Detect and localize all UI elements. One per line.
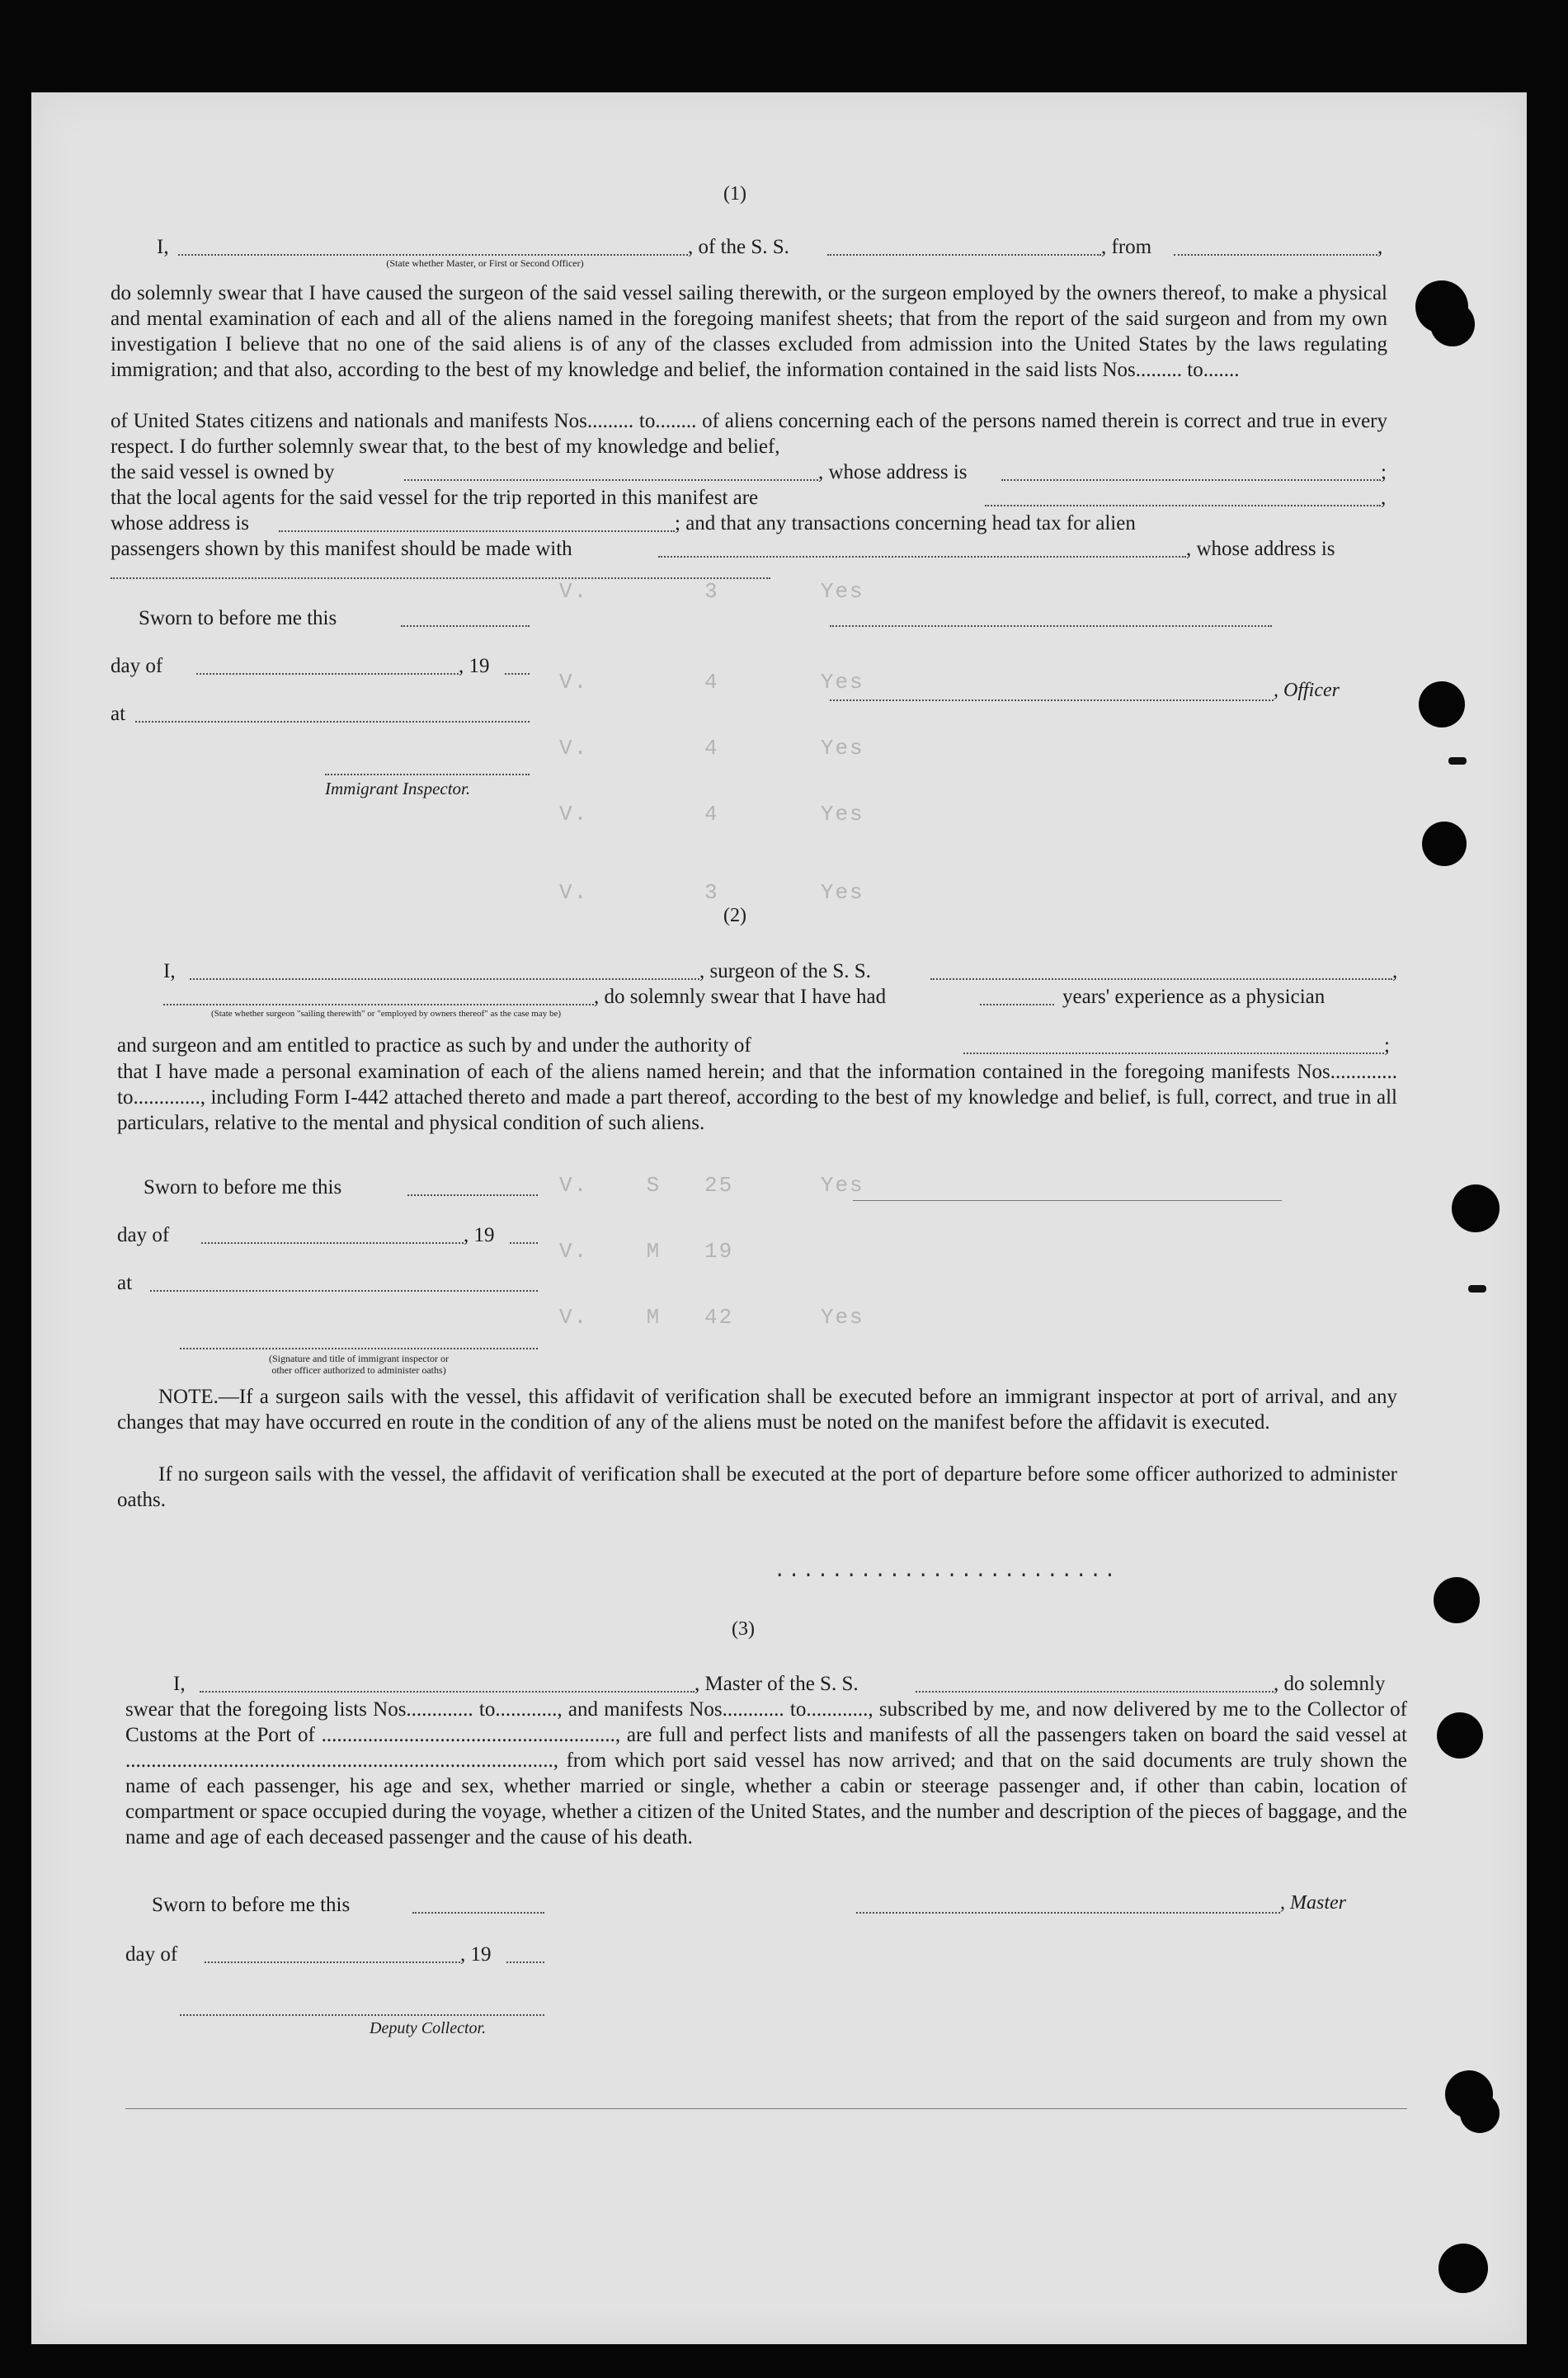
s3-sworn: Sworn to before me this xyxy=(152,1894,351,1916)
s2-years-label: years' experience as a physician xyxy=(1062,986,1326,1008)
s3-collector-signature xyxy=(180,2014,544,2016)
bleed-through: V. 3 Yes xyxy=(559,579,864,604)
s2-at: at xyxy=(117,1272,133,1294)
s1-tax-address-blank xyxy=(111,577,770,579)
punch-hole xyxy=(1434,1577,1480,1623)
s2-solemnly: , do solemnly swear that I have had xyxy=(594,986,887,1008)
bleed-through: V. 4 Yes xyxy=(559,670,864,695)
s2-sigcap-1: (Signature and title of immigrant inspector or xyxy=(269,1353,449,1364)
s2-day-of: day of xyxy=(117,1224,170,1246)
s2-sigcap-2: other officer authorized to administer oaths) xyxy=(271,1364,446,1376)
s1-agents-blank xyxy=(985,505,1381,506)
s3-solemnly: , do solemnly xyxy=(1274,1673,1386,1695)
typed-filler-line: ........................ xyxy=(774,1561,1118,1583)
s1-sworn: Sworn to before me this xyxy=(139,607,337,629)
s2-semicolon: ; xyxy=(1384,1034,1390,1057)
s1-from: , from xyxy=(1101,236,1152,258)
s1-whose-label: whose address is xyxy=(111,512,250,534)
section-1-number: (1) xyxy=(723,183,746,205)
s1-owned-label: the said vessel is owned by xyxy=(111,461,335,483)
punch-hole xyxy=(1419,681,1465,728)
s1-owned-address: , whose address is xyxy=(818,461,968,483)
s1-passengers-label: passengers shown by this manifest should be made with xyxy=(111,538,572,560)
s1-i: I, xyxy=(157,236,169,258)
s1-inspector-signature xyxy=(325,774,530,775)
s2-signature-line xyxy=(853,1200,1282,1201)
s2-paragraph: that I have made a personal examination of each of the aliens named herein; and that the information contained in the foregoing manifests Nos............. to............., including Form I-442 attached thereto and made a part thereof, according to the best of my knowledge and belief, is full, correct, and true in all particulars, relative to the mental and physical condition of such aliens. xyxy=(117,1061,1397,1134)
s1-vessel-blank xyxy=(827,254,1101,256)
s2-day-blank xyxy=(201,1242,464,1244)
s1-inspector-label: Immigrant Inspector. xyxy=(325,779,471,798)
s3-collector-label: Deputy Collector. xyxy=(370,2019,487,2037)
s1-head-tax: ; and that any transactions concerning head tax for alien xyxy=(675,512,1136,534)
s3-vessel-blank xyxy=(916,1691,1274,1693)
s3-i: I, xyxy=(173,1673,186,1695)
punch-hole xyxy=(1422,822,1467,866)
s3-name-blank xyxy=(200,1691,695,1693)
s1-nineteen: , 19 xyxy=(459,655,490,677)
punch-mark xyxy=(1468,1285,1486,1293)
s1-day-blank xyxy=(196,673,459,675)
s2-sworn-blank xyxy=(407,1194,538,1196)
manifest-page xyxy=(31,92,1527,2344)
s3-year-blank xyxy=(506,1961,544,1963)
s2-year-blank xyxy=(510,1242,538,1244)
s1-agents-label: that the local agents for the said vessel for the trip reported in this manifest are xyxy=(111,487,759,509)
s1-paragraph-2: of United States citizens and nationals and manifests Nos......... to........ of aliens concerning each of the persons named therein is correct and true in every respect. I do further solemnly swear that, to the best of my knowledge and belief, xyxy=(111,410,1387,458)
s3-nineteen: , 19 xyxy=(460,1943,492,1966)
bleed-through: V. 4 Yes xyxy=(559,736,864,760)
s1-owner-address-blank xyxy=(1001,479,1381,481)
bottom-rule xyxy=(125,2108,1407,2109)
s1-year-blank xyxy=(505,673,530,675)
s1-officer-blank xyxy=(830,699,1274,701)
punch-hole xyxy=(1452,1184,1500,1232)
s2-vessel-blank xyxy=(930,978,1392,980)
punch-mark xyxy=(1448,757,1467,765)
s2-note: NOTE.—If a surgeon sails with the vessel, this affidavit of verification shall be executed before an immigrant inspector at port of arrival, and any changes that may have occurred en route in the condition of any of the aliens must be noted on the manifest before the affidavit is executed. xyxy=(117,1386,1397,1434)
s2-i: I, xyxy=(163,960,176,982)
s1-whose-address: , whose address is xyxy=(1186,538,1335,560)
s1-at: at xyxy=(111,703,126,725)
s2-surgeon-of: , surgeon of the S. S. xyxy=(699,960,871,982)
s2-at-blank xyxy=(150,1290,538,1292)
s3-day-blank xyxy=(205,1961,460,1963)
s1-paragraph-1: do solemnly swear that I have caused the surgeon of the said vessel sailing therewith, or the surgeon employed by the owners thereof, to make a physical and mental examination of each and all of the aliens named in the foregoing manifest sheets; that from the report of the said surgeon and from my own investigation I believe that no one of the said aliens is of any of the classes excluded from admission into the United States by the laws regulating immigration; and that also, according to the best of my knowledge and belief, the information contained in the said lists Nos......... to....... xyxy=(111,282,1387,381)
s3-master-signature xyxy=(856,1912,1280,1914)
s1-tax-contact-blank xyxy=(658,556,1186,558)
s2-nineteen: , 19 xyxy=(464,1224,495,1246)
s1-of-ss: , of the S. S. xyxy=(688,236,789,258)
s2-caption: (State whether surgeon "sailing therewith" or "employed by owners thereof" as the case may be) xyxy=(210,1009,561,1019)
s2-name-blank xyxy=(190,978,699,980)
section-2-number: (2) xyxy=(723,905,746,926)
bleed-through: V. 4 Yes xyxy=(559,802,864,826)
s1-officer-signature-blank xyxy=(830,625,1272,627)
punch-hole xyxy=(1460,2093,1500,2133)
s3-master-of: , Master of the S. S. xyxy=(695,1673,859,1695)
s1-owner-blank xyxy=(404,479,818,481)
punch-hole xyxy=(1437,1712,1483,1759)
s3-sworn-blank xyxy=(412,1912,544,1914)
s1-officer-label: , Officer xyxy=(1274,680,1340,701)
s2-comma: , xyxy=(1392,960,1398,982)
s2-sworn: Sworn to before me this xyxy=(144,1176,342,1198)
s2-status-blank xyxy=(163,1004,594,1005)
punch-hole xyxy=(1439,2244,1488,2293)
s1-comma-2: , xyxy=(1381,487,1387,509)
s3-day-of: day of xyxy=(125,1943,178,1966)
s2-inspector-signature xyxy=(180,1348,538,1349)
bleed-through: V. 3 Yes xyxy=(559,880,864,905)
s3-paragraph: swear that the foregoing lists Nos............. to............, and manifests Nos............ to............, subscribed by me, and now delivered by me to the Collector of Customs at the Port of ........................................................., are full and perfect lists and manifests of all the passengers taken on board the said vessel at ..................................................................................., from which port said vessel has now arrived; and that on the said documents are truly shown the name of each passenger, his age and sex, whether married or single, whether a cabin or steerage passenger and, if other than cabin, location of compartment or space occupied during the voyage, whether a citizen of the United States, and the number and description of the pieces of baggage, and the name and age of each deceased passenger and the cause of his death. xyxy=(125,1698,1407,1848)
s1-name-blank xyxy=(178,254,688,256)
s2-authority-blank xyxy=(963,1052,1384,1054)
s2-years-blank xyxy=(980,1004,1054,1005)
bleed-through: V. S 25 Yes xyxy=(559,1173,864,1198)
s1-caption: (State whether Master, or First or Second Officer) xyxy=(386,257,584,269)
s1-comma: , xyxy=(1377,236,1383,258)
bleed-through: V. M 19 xyxy=(559,1239,836,1264)
s1-semicolon: ; xyxy=(1381,461,1387,483)
s2-authority-label: and surgeon and am entitled to practice as such by and under the authority of xyxy=(117,1034,751,1057)
s1-at-blank xyxy=(135,721,530,723)
punch-hole xyxy=(1430,302,1475,346)
s1-sworn-blank xyxy=(401,625,530,627)
s2-note-2: If no surgeon sails with the vessel, the affidavit of verification shall be executed at the port of departure before some officer authorized to administer oaths. xyxy=(117,1463,1397,1511)
s1-day-of: day of xyxy=(111,655,163,677)
bleed-through: V. M 42 Yes xyxy=(559,1305,864,1330)
section-3-number: (3) xyxy=(732,1618,755,1640)
s3-master-label: , Master xyxy=(1280,1892,1346,1914)
s1-agents-address-blank xyxy=(279,530,675,532)
s1-from-blank xyxy=(1174,254,1377,256)
